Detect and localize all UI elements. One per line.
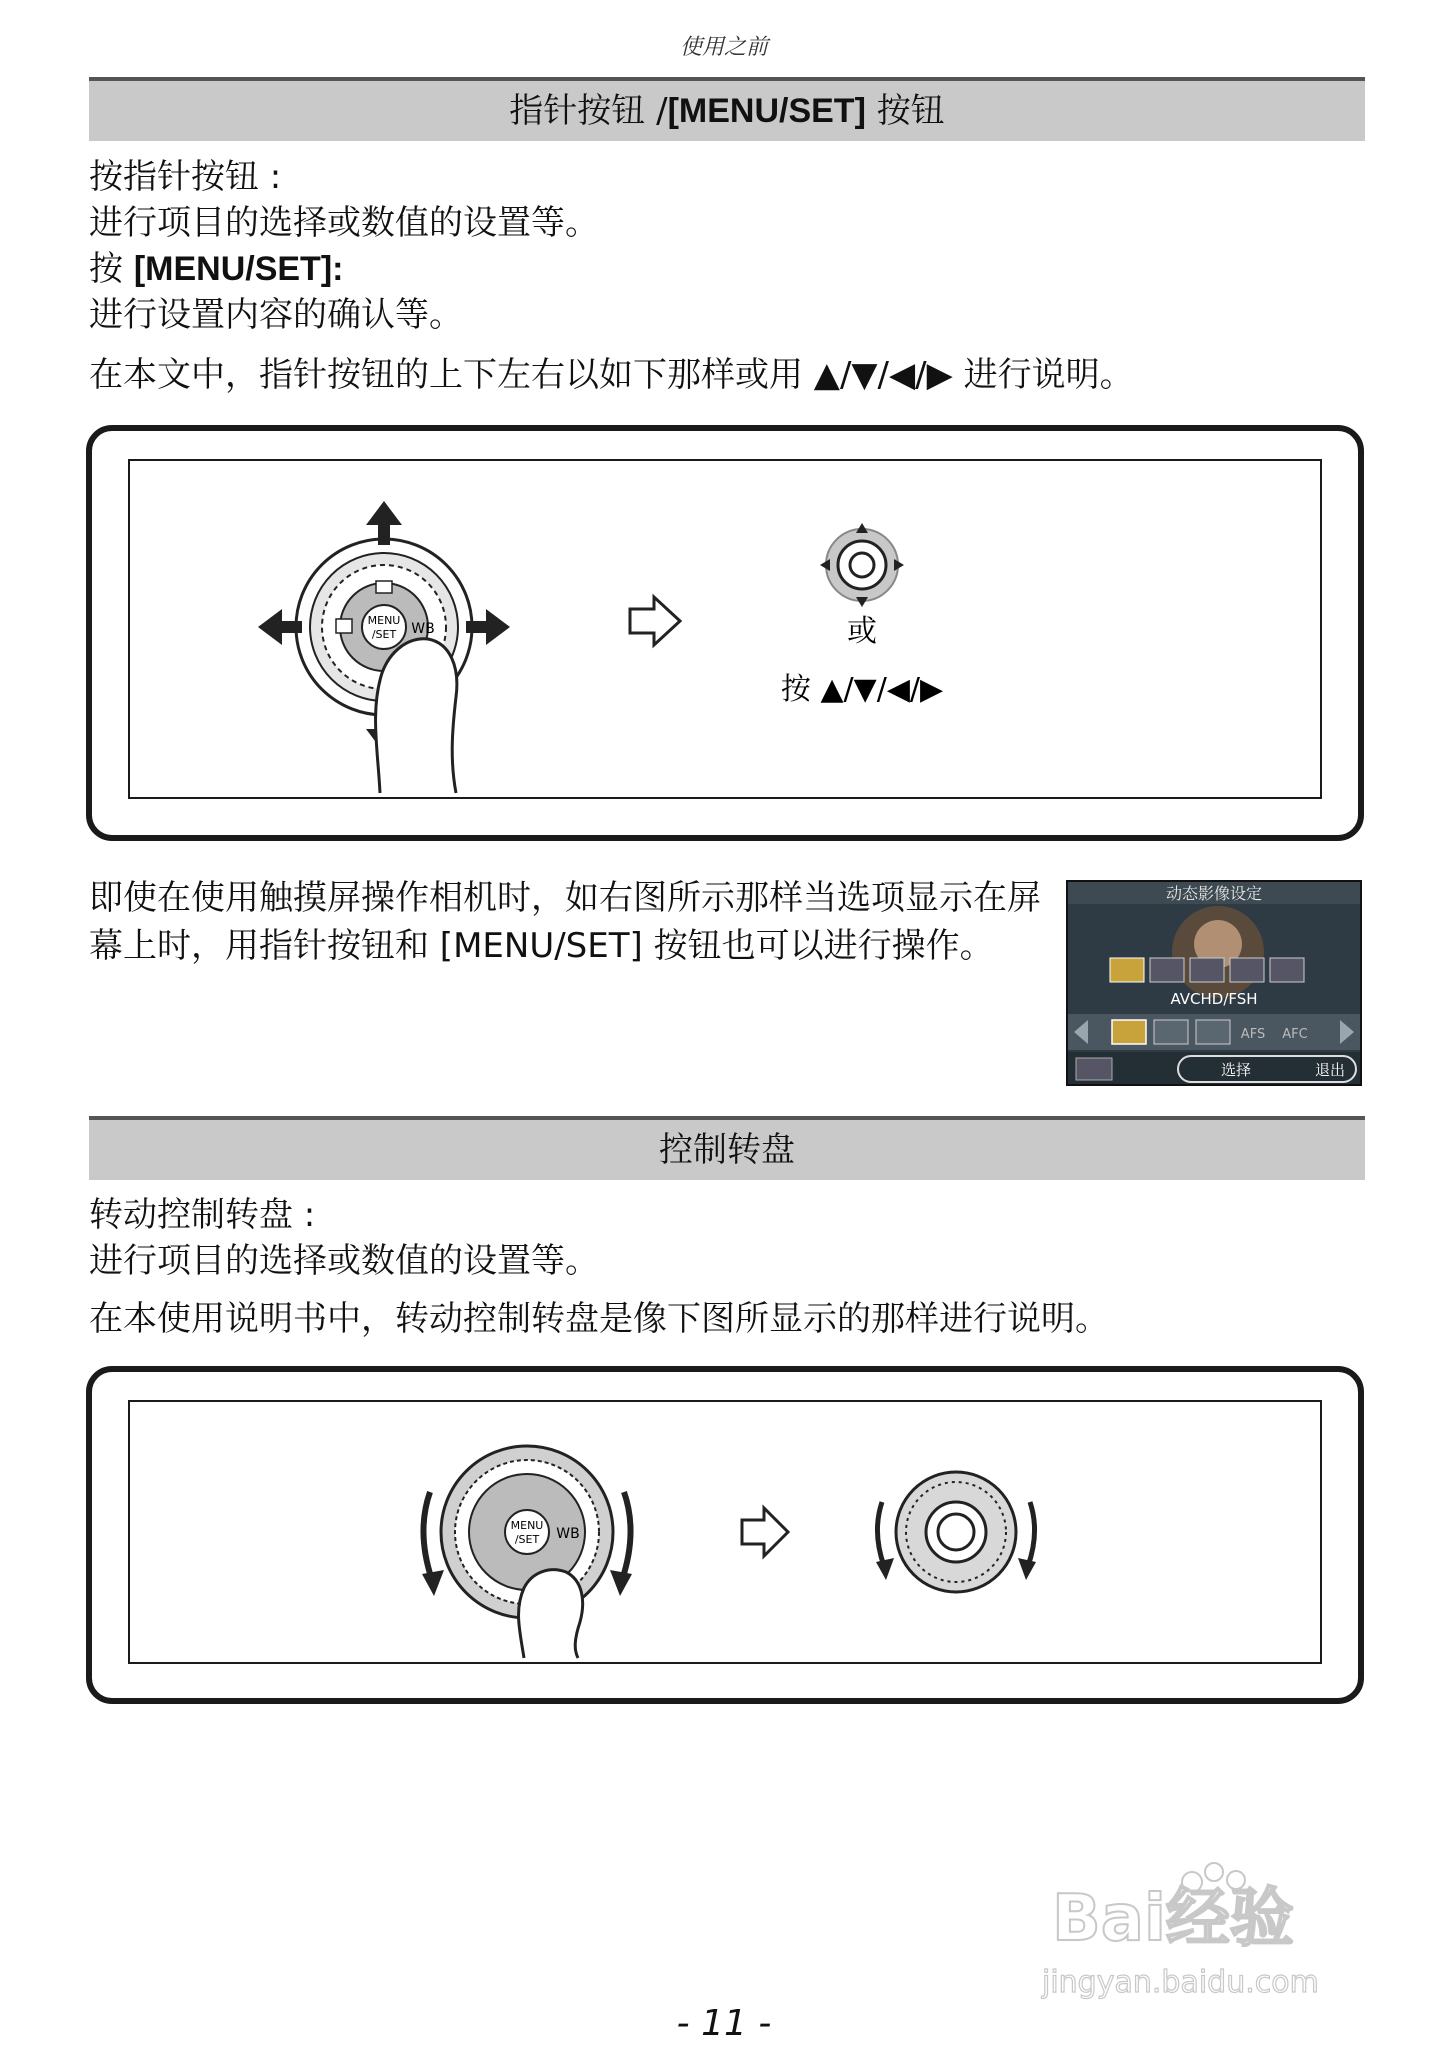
- baidu-watermark: [1032, 1850, 1372, 2010]
- press-arrows-label: 按 ▲/▼/◀/▶: [780, 672, 944, 707]
- screen-option-icon: [1154, 1020, 1188, 1044]
- dial-menu-label-top: MENU: [510, 1519, 544, 1532]
- section-title-control-dial: 控制转盘: [89, 1116, 1365, 1180]
- wb-label: WB: [411, 621, 435, 637]
- screen-option-afs: AFS: [1240, 1027, 1266, 1042]
- dial-notation-desc: 在本使用说明书中，转动控制转盘是像下图所显示的那样进行说明。: [89, 1299, 1109, 1339]
- press-menu-heading: [89, 246, 343, 292]
- exposure-icon: [376, 581, 392, 593]
- screen-option-icon: [1150, 958, 1184, 982]
- screen-option-afc: AFC: [1282, 1027, 1308, 1042]
- section-title-prefix: 指针按钮 /: [509, 91, 668, 131]
- control-dial-illustration: [422, 1446, 632, 1658]
- rotate-left-arrow-icon: [423, 1492, 432, 1580]
- section-title-suffix: 按钮: [865, 91, 945, 131]
- dial-menu-label-bottom: /SET: [514, 1533, 540, 1546]
- menu-label-top: MENU: [367, 614, 401, 627]
- press-menu-bold: [MENU/SET]:: [133, 250, 344, 288]
- section-title-cursor-buttons: [89, 77, 1365, 141]
- cursor-dial-illustration: [258, 501, 510, 793]
- dial-conversion-arrow-icon: [742, 1508, 788, 1556]
- rotate-dial-heading: 转动控制转盘 :: [89, 1195, 316, 1235]
- dial-symbol-icon: [876, 1472, 1036, 1592]
- camera-screen-svg: [1068, 882, 1360, 1084]
- dial-figure-inner: [128, 1400, 1322, 1664]
- press-menu-desc: 进行设置内容的确认等。: [89, 295, 463, 335]
- press-menu-prefix: 按: [89, 249, 134, 289]
- page-header: 使用之前: [679, 35, 768, 60]
- baidu-watermark-svg: [1032, 1850, 1372, 2010]
- menu-label-bottom: /SET: [371, 628, 397, 641]
- cursor-figure-inner: [128, 459, 1322, 799]
- finger-icon: [376, 639, 457, 793]
- screen-select-label: 选择: [1220, 1061, 1252, 1079]
- dial-figure-svg: [130, 1402, 1320, 1662]
- rotate-dial-desc: 进行项目的选择或数值的设置等。: [89, 1241, 599, 1281]
- cursor-figure-svg: [130, 461, 1320, 797]
- screen-option-icon: [1196, 1020, 1230, 1044]
- dial-finger-icon: [519, 1570, 583, 1658]
- touch-operation-desc: 即使在使用触摸屏操作相机时，如右图所示那样当选项显示在屏幕上时，用指针按钮和 [MENU/SET] 按钮也可以进行操作。: [89, 878, 1041, 966]
- screen-exit-label: 退出: [1314, 1061, 1346, 1079]
- cursor-symbol-icon: [820, 523, 904, 607]
- rotate-right-arrow-icon: [622, 1492, 631, 1580]
- screen-selected-option-icon: [1112, 1020, 1146, 1044]
- press-cursor-desc: 进行项目的选择或数值的设置等。: [89, 203, 599, 243]
- section-title-bold: [MENU/SET]: [667, 92, 866, 130]
- screen-option-icon: [1230, 958, 1264, 982]
- press-cursor-heading: 按指针按钮 :: [89, 157, 282, 197]
- dial-wb-label: WB: [556, 1526, 580, 1542]
- screen-option-icon: [1190, 958, 1224, 982]
- camera-screen-image: [1066, 880, 1362, 1086]
- screen-title: 动态影像设定: [1165, 884, 1263, 903]
- cursor-button-figure: [86, 425, 1364, 841]
- screen-option-icon: [1110, 958, 1144, 982]
- conversion-arrow-icon: [630, 597, 680, 645]
- af-mode-icon: [336, 619, 352, 633]
- or-label: 或: [847, 614, 877, 649]
- control-dial-figure: [86, 1366, 1364, 1704]
- watermark-brand: Bai经验: [1052, 1882, 1294, 1956]
- watermark-url: jingyan.baidu.com: [1042, 1965, 1319, 2000]
- page-number: - 11 -: [676, 2003, 772, 2044]
- screen-back-icon: [1076, 1058, 1112, 1080]
- screen-mode-label: AVCHD/FSH: [1170, 990, 1258, 1008]
- cursor-notation-desc: 在本文中，指针按钮的上下左右以如下那样或用 ▲/▼/◀/▶ 进行说明。: [89, 355, 1134, 395]
- screen-option-icon: [1270, 958, 1304, 982]
